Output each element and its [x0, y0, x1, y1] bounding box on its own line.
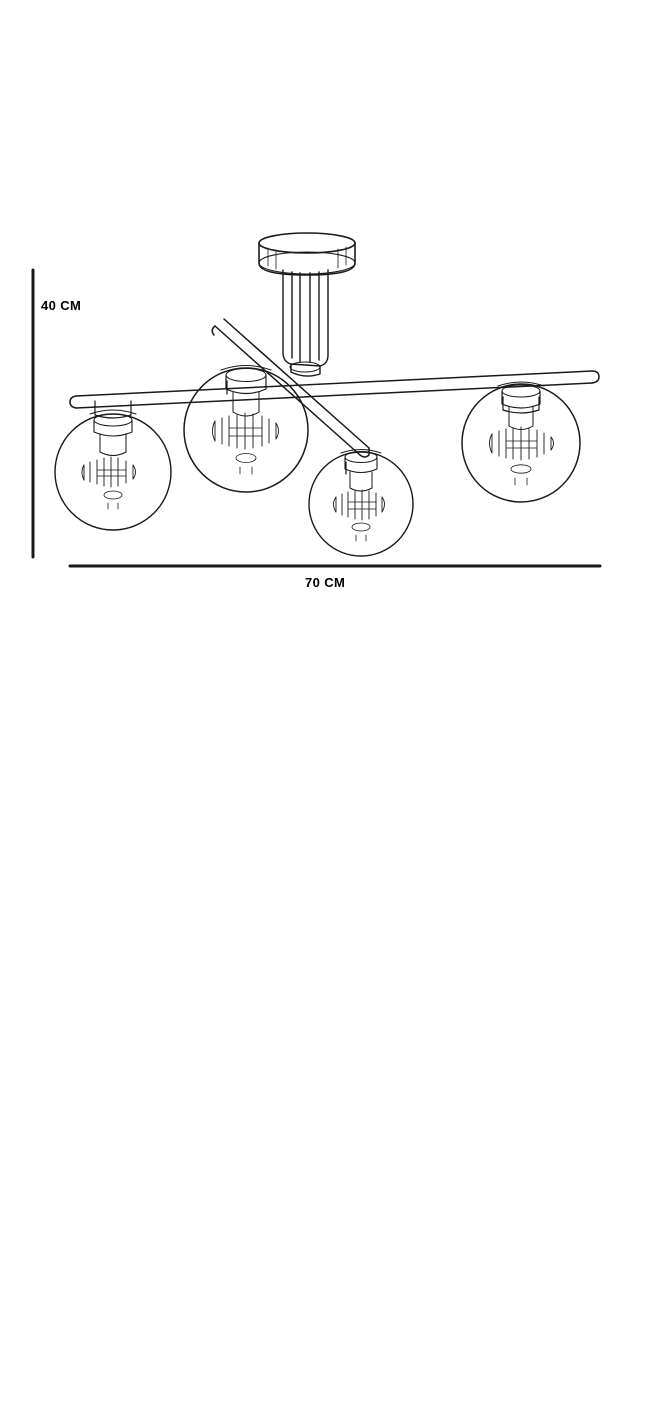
socket-collars — [95, 381, 539, 474]
canopy — [259, 233, 355, 275]
glass-shade-4 — [462, 382, 580, 502]
glass-shade-3 — [309, 450, 413, 557]
main-arm — [70, 371, 599, 408]
width-dimension-label: 70 CM — [305, 575, 346, 590]
glass-shade-2 — [184, 366, 308, 493]
central-stem — [283, 270, 328, 376]
height-dimension-label: 40 CM — [41, 298, 82, 313]
glass-shade-1 — [55, 410, 171, 530]
